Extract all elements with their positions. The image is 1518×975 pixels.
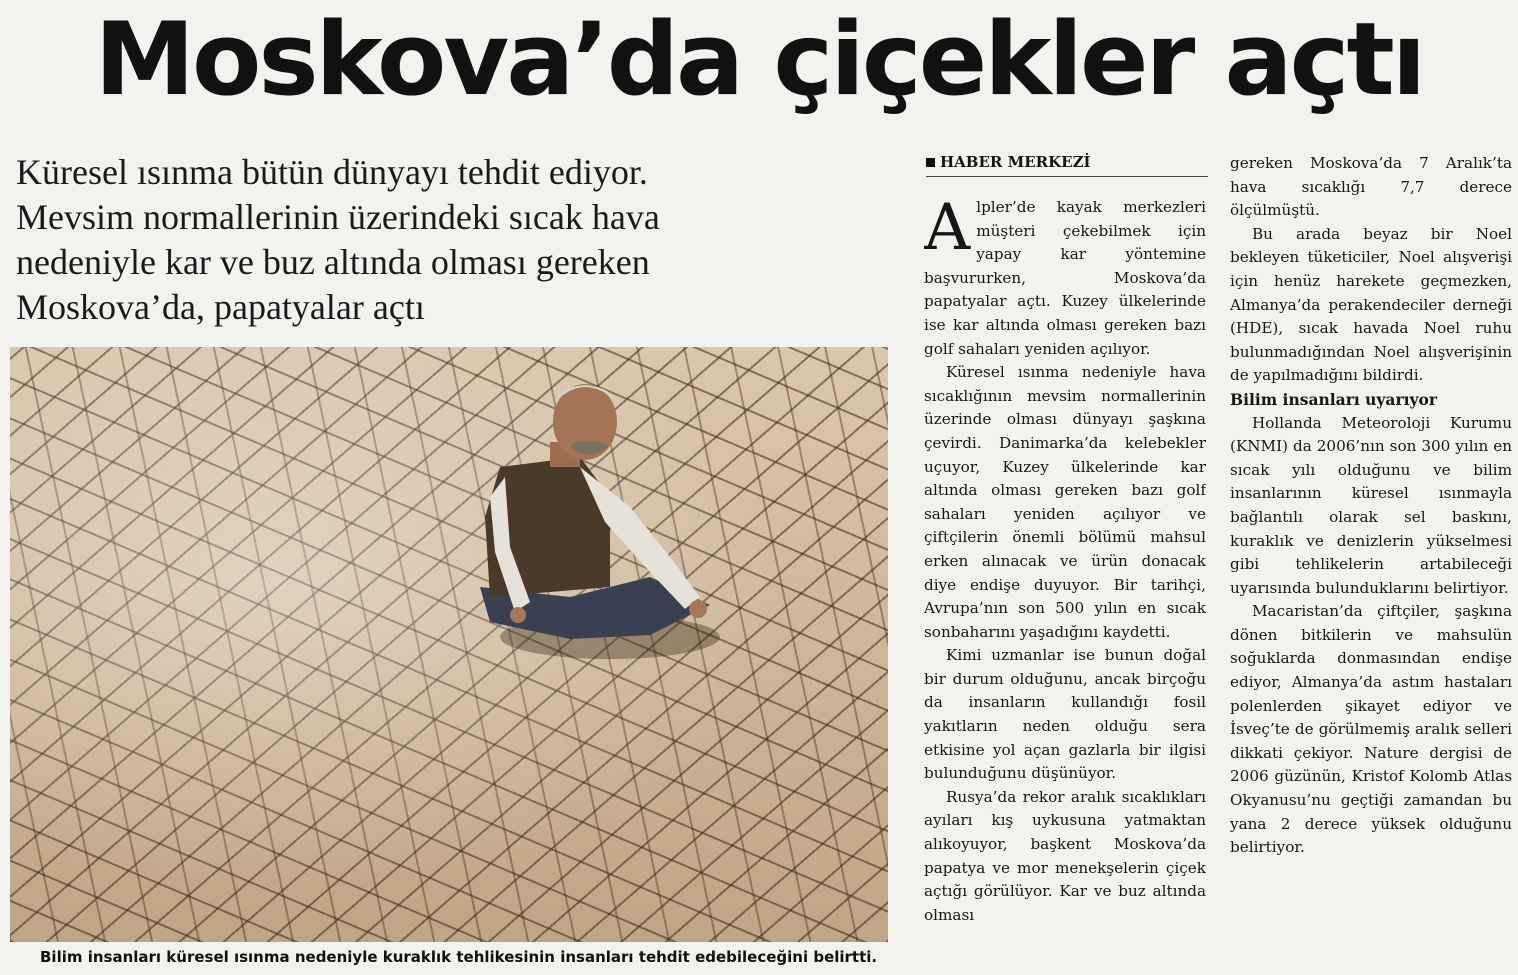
article-paragraph: Kimi uzmanlar ise bunun doğal bir durum olduğunu, ancak birçoğu da insanların kullandığı fosil yakıtların neden olduğu sera etkisine yol açan gazlarla bir ilgisi bulunduğunu düşünüyor. xyxy=(924,646,1206,783)
man-sitting-figure xyxy=(10,347,888,942)
deck-line: Moskova’da, papatyalar açtı xyxy=(16,287,425,327)
article-paragraph: Hollanda Meteoroloji Kurumu (KNMI) da 2006’nın son 300 yılın en sıcak yılı olduğunu ve bilim insanlarının küresel ısınmayla bağlantılı olarak sel baskını, kuraklık ve denizlerin yükselmesi gibi tehlikelerin artabileceği uyarısında bulunduklarını belirtiyor. xyxy=(1230,413,1512,597)
article-paragraph: Macaristan’da çiftçiler, şaşkına dönen bitkilerin ve mahsulün soğuklarda donmasından endişe ediyor, Almanya’da astım hastaları polenlerden şikayet ediyor ve İsveç’te de görülmemiş aralık selleri dikkati çekiyor. Nature dergisi de 2006 güzünün, Kristof Kolomb Atlas Okyanusu’nu geçtiği zamandan bu yana 2 derece yüksek olduğunu belirtiyor. xyxy=(1230,602,1512,857)
photo-caption: Bilim insanları küresel ısınma nedeniyle kuraklık tehlikesinin insanları tehdit edebileceğini belirtti. xyxy=(40,948,878,966)
byline-text: HABER MERKEZİ xyxy=(940,153,1091,171)
deck-line: Küresel ısınma bütün dünyayı tehdit ediyor. xyxy=(16,152,648,192)
article-column-1 xyxy=(924,196,1206,971)
article-paragraph: Bu arada beyaz bir Noel bekleyen tüketiciler, Noel alışverişi için henüz harekete geçmezken, Almanya’da perakendeciler derneği (HDE), sıcak havada Noel ruhu bulunmadığından Noel alışverişinin de yapılmadığını bildirdi. xyxy=(1230,224,1512,385)
photo-cracked-earth xyxy=(10,347,888,942)
article-column-2 xyxy=(1230,152,1512,972)
bullet-square-icon xyxy=(926,158,935,167)
deck-line: Mevsim normallerinin üzerindeki sıcak hava xyxy=(16,197,660,237)
deck xyxy=(16,150,896,330)
headline: Moskova’da çiçekler açtı xyxy=(94,0,1424,118)
article-paragraph: Küresel ısınma nedeniyle hava sıcaklığının mevsim normallerinin üzerinde olması dünyayı şaşkına çevirdi. Danimarka’da kelebekler uçuyor, Kuzey ülkelerinde kar altında olması gereken bazı golf sahaları yeniden açılıyor ve çiftçilerin önemli bölümü mahsul erken alınacak ve ürün donacak diye endişe duyuyor. Bir tarihçi, Avrupa’nın son 500 yılın en sıcak sonbaharını yaşadığını kaydetti. xyxy=(924,363,1206,641)
article-paragraph: gereken Moskova’da 7 Aralık’ta hava sıcaklığı 7,7 derece ölçülmüştü. xyxy=(1230,154,1512,220)
drop-cap: A xyxy=(924,196,971,265)
article-paragraph: Rusya’da rekor aralık sıcaklıkları ayıları kış uykusuna yatmaktan alıkoyuyor, başkent Moskova’da papatya ve mor menekşelerin çiçek açtığı görülüyor. Kar ve buz altında olması xyxy=(924,787,1206,924)
subheading: Bilim insanları uyarıyor xyxy=(1230,389,1438,409)
paragraph-text: lpler’de kayak merkezleri müşteri çekebilmek için yapay kar yöntemine başvururken, Moskova’da papatyalar açtı. Kuzey ülkelerinde ise kar altında olması gereken bazı golf sahaları yeniden açılıyor. xyxy=(924,198,1206,358)
deck-line: nedeniyle kar ve buz altında olması gereken xyxy=(16,242,650,282)
byline xyxy=(926,152,1208,177)
article-paragraph xyxy=(924,196,1206,361)
